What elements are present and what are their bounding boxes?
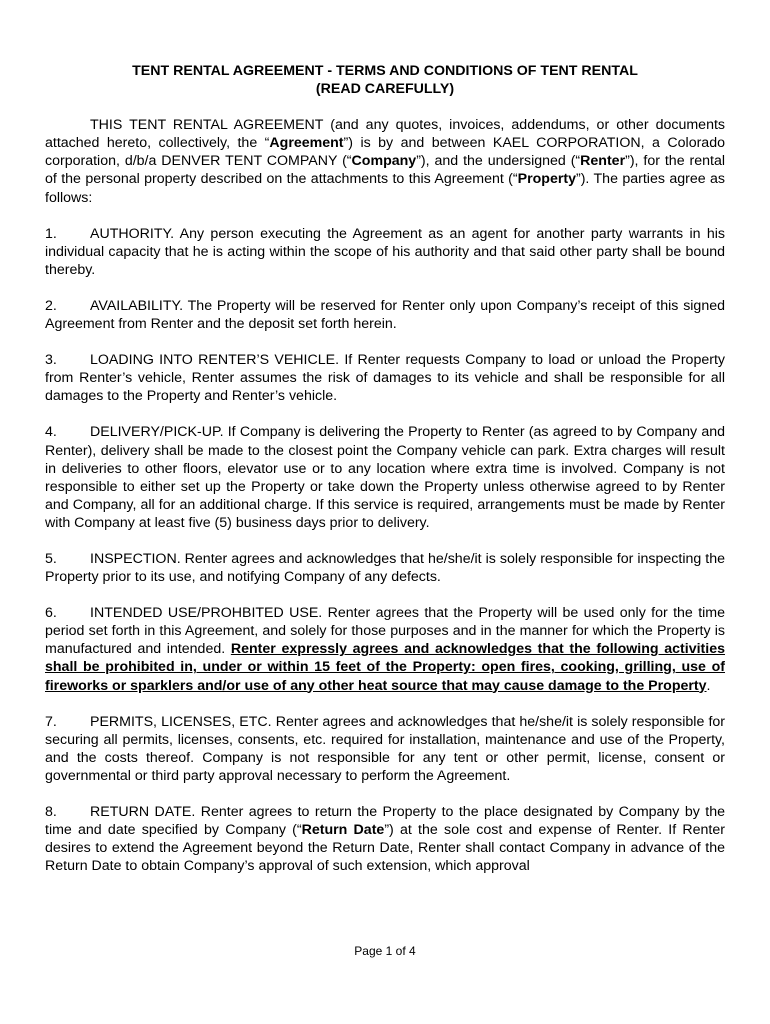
section-8-return-date: 8. RETURN DATE. Renter agrees to return the Property to the place designated by Company by the time and date specified by Company (“Return Date”) at the sole cost and expense of Renter. If Renter desires to extend the Agreement beyond the Return Date, Renter shall contact Company in advance of the Return Date to obtain Company’s approval of such extension, which approval bbox=[45, 804, 725, 875]
section-text: RETURN DATE. Renter agrees to return the Property to the place designated by Company by the time and date specified by Company (“ bbox=[45, 804, 725, 839]
section-number: 8. bbox=[45, 804, 57, 820]
document-title bbox=[45, 62, 725, 98]
property-term: Property bbox=[517, 171, 576, 188]
title-line-1: TENT RENTAL AGREEMENT - TERMS AND CONDITIONS OF TENT RENTAL bbox=[132, 63, 638, 79]
section-text: INSPECTION. Renter agrees and acknowledges that he/she/it is solely responsible for inspecting the Property prior to its use, and notifying Company of any defects. bbox=[45, 550, 725, 586]
title-line-2: (READ CAREFULLY) bbox=[315, 81, 455, 98]
prohibited-activities-emphasis: Renter expressly agrees and acknowledges that the following activities shall be prohibited in, under or within 15 feet of the Property: open fires, cooking, grilling, use of fireworks or sparklers and/or use of any other heat source that may cause damage to the Property bbox=[45, 641, 725, 694]
section-1-authority bbox=[45, 225, 725, 279]
section-text: AVAILABILITY. The Property will be reserved for Renter only upon Company’s receipt of this signed Agreement from Renter and the deposit set forth herein. bbox=[45, 297, 725, 333]
section-number: 2. bbox=[45, 297, 57, 314]
section-2-availability bbox=[45, 297, 725, 333]
section-text: AUTHORITY. Any person executing the Agreement as an agent for another party warrants in his individual capacity that he is acting within the scope of his authority and that said other party shall be bound thereby. bbox=[45, 225, 725, 278]
section-5-inspection bbox=[45, 550, 725, 586]
section-number: 7. bbox=[45, 713, 57, 730]
section-number: 5. bbox=[45, 550, 57, 567]
section-3-loading bbox=[45, 351, 725, 405]
section-7-permits bbox=[45, 713, 725, 785]
section-text: INTENDED USE/PROHBITED USE. Renter agrees that the Property will be used only for the time period set forth in this Agreement, and solely for those purposes and in the manner for which the Property is manufactured and intended. bbox=[45, 605, 725, 658]
section-text: PERMITS, LICENSES, ETC. Renter agrees and acknowledges that he/she/it is solely responsible for securing all permits, licenses, consents, etc. required for installation, maintenance and use of the Property, and the costs thereof. Company is not responsible for any tent or other permit, license, consent or governmental or third party approval necessary to perform the Agreement. bbox=[45, 713, 725, 784]
return-date-term: Return Date bbox=[301, 822, 385, 839]
agreement-term: Agreement bbox=[269, 135, 344, 152]
company-term: Company bbox=[351, 153, 417, 170]
section-number: 1. bbox=[45, 225, 57, 242]
document-page bbox=[45, 62, 725, 875]
page-number: Page 1 of 4 bbox=[354, 944, 416, 958]
section-number: 4. bbox=[45, 424, 57, 441]
section-text: DELIVERY/PICK-UP. If Company is delivering the Property to Renter (as agreed to by Company and Renter), delivery shall be made to the closest point the Company vehicle can park. Extra charges will result in deliveries to other floors, elevator use or to any location where extra time is involved. Company is not responsible to either set up the Property or take down the Property unless otherwise agreed to by Renter and Company, all for an additional charge. If this service is required, arrangements must be made by Renter with Company at least five (5) business days prior to delivery. bbox=[45, 424, 725, 531]
section-6-intended-use: 6. INTENDED USE/PROHBITED USE. Renter agrees that the Property will be used only for the time period set forth in this Agreement, and solely for those purposes and in the manner for which the Property is manufactured and intended. Renter expressly agrees and acknowledges that the following activities shall be prohibited in, under or within 15 feet of the Property: open fires, cooking, grilling, use of fireworks or sparklers and/or use of any other heat source that may cause damage to the Property. bbox=[45, 605, 725, 694]
renter-term: Renter bbox=[580, 153, 626, 170]
section-number: 6. bbox=[45, 605, 57, 622]
intro-paragraph: THIS TENT RENTAL AGREEMENT (and any quotes, invoices, addendums, or other documents attached hereto, collectively, the “Agreement”) is by and between KAEL CORPORATION, a Colorado corporation, d/b/a DENVER TENT COMPANY (“Company”), and the undersigned (“Renter”), for the rental of the personal property described on the attachments to this Agreement (“Property”). The parties agree as follows: bbox=[45, 117, 725, 206]
section-4-delivery bbox=[45, 423, 725, 532]
section-number: 3. bbox=[45, 352, 57, 369]
section-text: LOADING INTO RENTER’S VEHICLE. If Renter requests Company to load or unload the Property from Renter’s vehicle, Renter assumes the risk of damages to its vehicle and shall be responsible for all damages to the Property and Renter’s vehicle. bbox=[45, 352, 725, 405]
